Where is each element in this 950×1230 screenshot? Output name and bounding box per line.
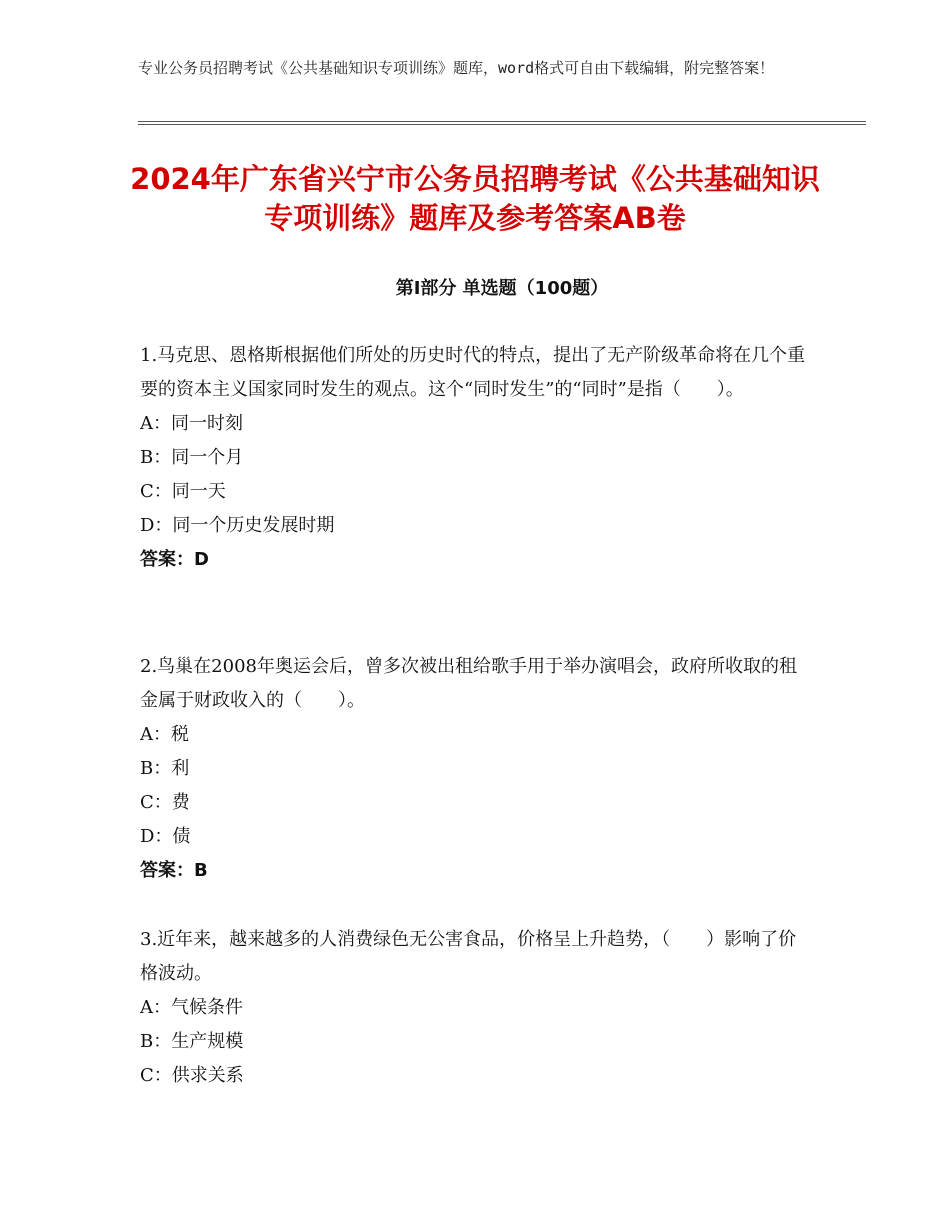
option-c: C：同一天 [140, 481, 226, 502]
option-c: C：费 [140, 792, 190, 813]
question-stem: 1.马克思、恩格斯根据他们所处的历史时代的特点，提出了无产阶级革命将在几个重要的资本主义国家同时发生的观点。这个“同时发生”的“同时”是指（ ）。 [140, 345, 806, 400]
question-2 [140, 650, 810, 888]
document-title: 2024年广东省兴宁市公务员招聘考试《公共基础知识专项训练》题库及参考答案AB卷 [130, 162, 820, 235]
question-3 [140, 923, 810, 1093]
answer-label: 答案：D [140, 549, 209, 570]
option-b: B：同一个月 [140, 447, 244, 468]
header-divider [138, 121, 866, 125]
section-heading: 第Ⅰ部分 单选题（100题） [395, 278, 609, 299]
option-a: A：气候条件 [140, 997, 243, 1018]
option-a: A：同一时刻 [140, 413, 243, 434]
option-c: C：供求关系 [140, 1065, 244, 1086]
question-1 [140, 339, 810, 577]
question-stem: 3.近年来，越来越多的人消费绿色无公害食品，价格呈上升趋势，（ ）影响了价格波动。 [140, 929, 797, 984]
header-note: 专业公务员招聘考试《公共基础知识专项训练》题库，word格式可自由下载编辑，附完整答案！ [138, 59, 775, 77]
question-stem: 2.鸟巢在2008年奥运会后，曾多次被出租给歌手用于举办演唱会，政府所收取的租金属于财政收入的（ ）。 [140, 656, 797, 711]
option-d: D：债 [140, 826, 191, 847]
option-a: A：税 [140, 724, 189, 745]
answer-label: 答案：B [140, 860, 208, 881]
option-d: D：同一个历史发展时期 [140, 515, 335, 536]
option-b: B：利 [140, 758, 190, 779]
option-b: B：生产规模 [140, 1031, 244, 1052]
